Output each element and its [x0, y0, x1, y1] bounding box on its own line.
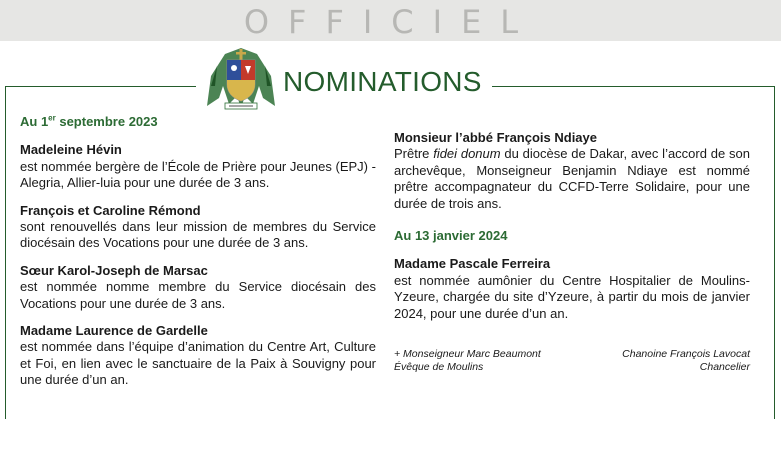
date-heading: Au 1er septembre 2023	[20, 113, 158, 129]
bishop-signature	[394, 348, 541, 374]
chancellor-signature	[570, 348, 750, 374]
signatory-name: Chanoine François Lavocat	[622, 348, 750, 360]
section-label: OFFICIEL	[243, 3, 538, 41]
left-column	[20, 114, 376, 400]
nominee-name: Madame Laurence de Gardelle	[20, 323, 208, 339]
nomination-entry	[20, 142, 376, 191]
date-heading: Au 13 janvier 2024	[394, 228, 508, 244]
nomination-entry	[394, 256, 750, 322]
nomination-text: sont renouvellés dans leur mission de membres du Service diocésain des Vocations pour une durée de 3 ans.	[20, 219, 376, 251]
nominee-name: Madeleine Hévin	[20, 142, 122, 158]
nominee-name: Monsieur l’abbé François Ndiaye	[394, 130, 597, 145]
nomination-text: est nommée bergère de l’École de Prière pour Jeunes (EPJ) - Alegria, Allier-luia pour une durée de 3 ans.	[20, 158, 376, 191]
nomination-entry	[20, 263, 376, 312]
nominee-name: Madame Pascale Ferreira	[394, 256, 551, 272]
page-title: NOMINATIONS	[283, 66, 482, 97]
nomination-text: est nommée aumônier du Centre Hospitalier de Moulins-Yzeure, chargée du site d’Yzeure, à partir du mois de janvier 2024, pour une durée d’un an.	[394, 272, 750, 321]
nomination-text: est nommée nomme membre du Service diocésain des Vocations pour une durée de 3 ans.	[20, 279, 376, 311]
nominee-name: Sœur Karol-Joseph de Marsac	[20, 262, 208, 278]
signatory-name: + Monseigneur Marc Beaumont	[394, 348, 541, 360]
signatory-title: Évêque de Moulins	[394, 361, 484, 373]
nomination-text: est nommée dans l’équipe d’animation du Centre Art, Culture et Foi, en lien avec le sanctuaire de la Paix à Souvigny pour une durée d’un an.	[20, 339, 376, 388]
right-column	[394, 130, 750, 333]
nomination-entry	[20, 203, 376, 252]
nomination-text: Prêtre fidei donum du diocèse de Dakar, avec l’accord de son archevêque, Monseigneur Benjamin Ndiaye est nommé prêtre accompagnateur du CCFD-Terre Solidaire, pour une durée de trois ans.	[394, 146, 750, 211]
nomination-entry	[20, 323, 376, 389]
nominee-name: François et Caroline Rémond	[20, 202, 201, 218]
nomination-entry	[394, 130, 750, 212]
signatory-title: Chancelier	[699, 361, 750, 373]
episcopal-coat-of-arms-icon	[205, 46, 277, 112]
